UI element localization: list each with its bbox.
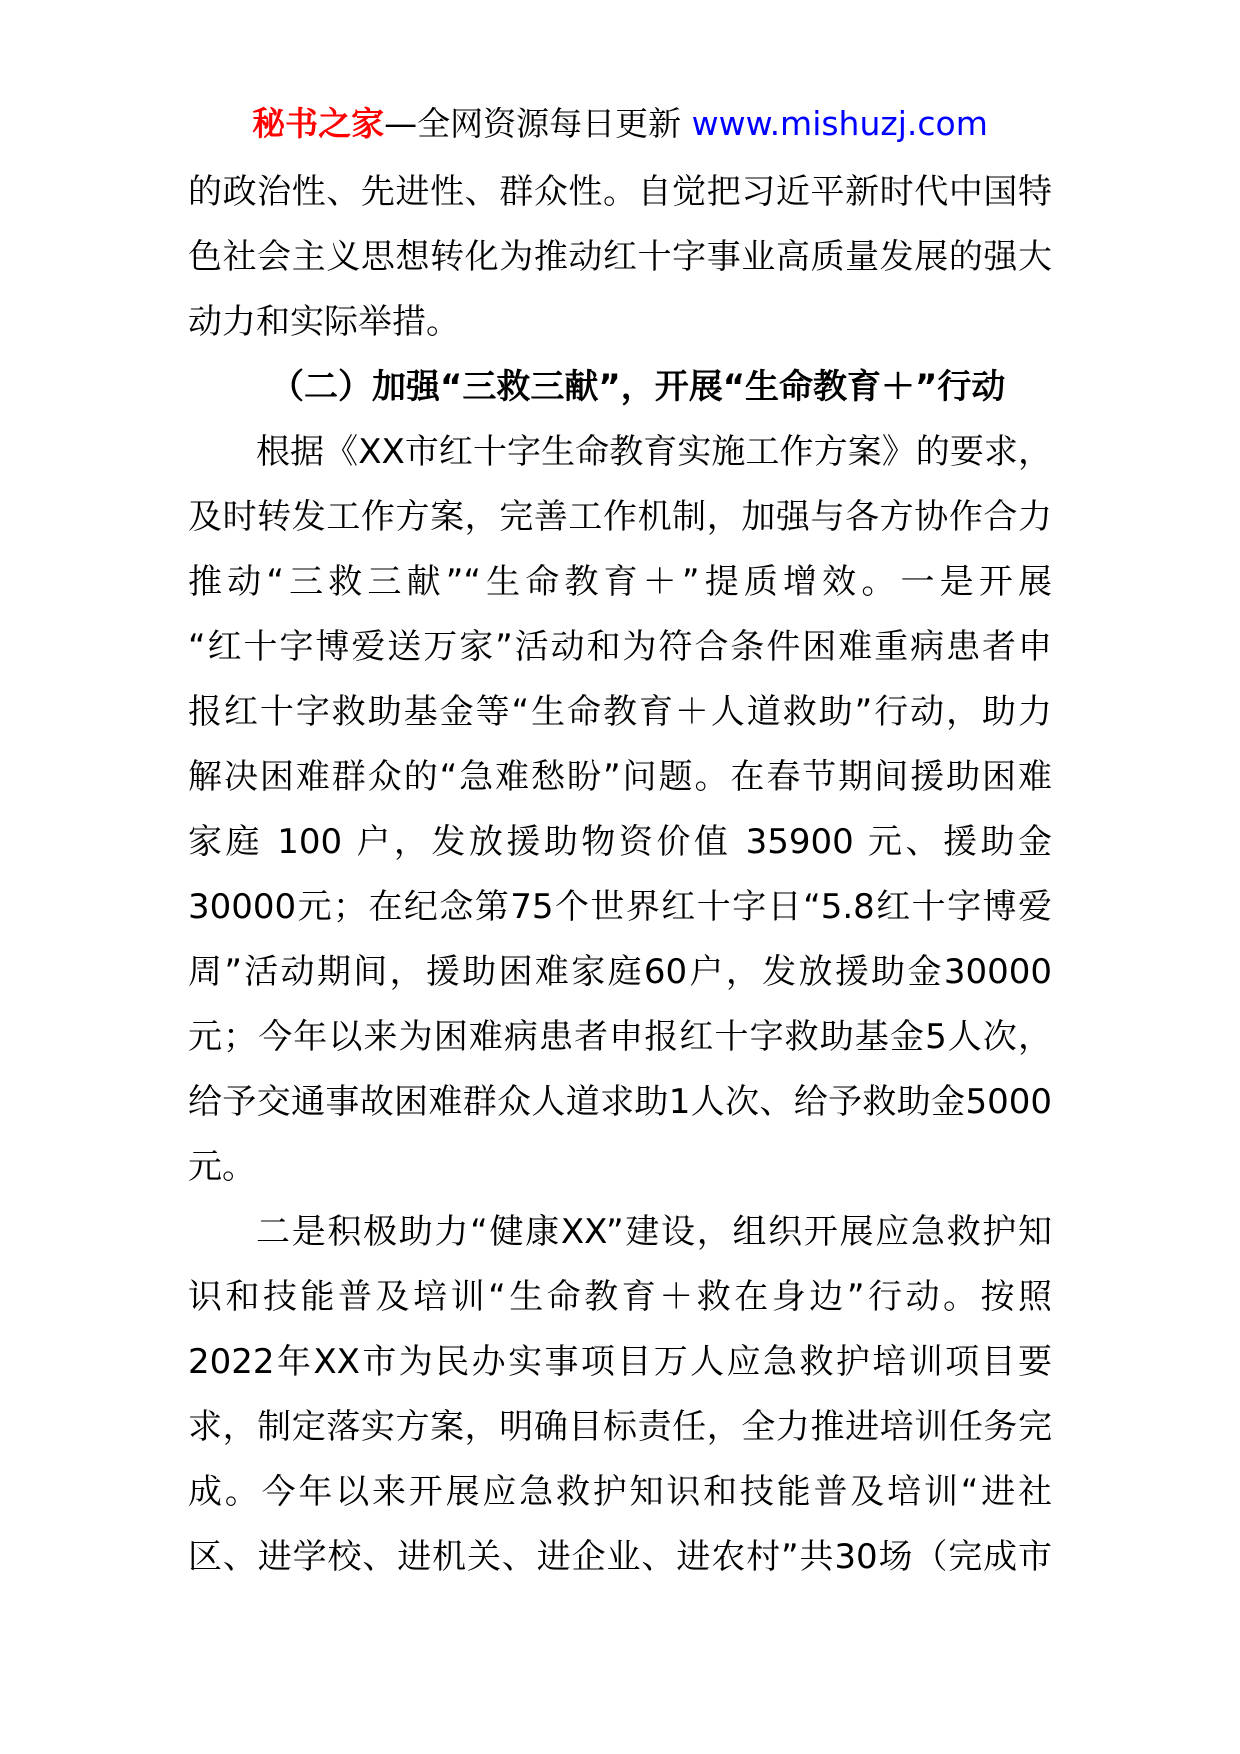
text-line: 区、进学校、进机关、进企业、进农村”共30场（完成市 [188,1537,1052,1577]
text-line: 动力和实际举措。 [188,302,460,342]
text-line: 成。今年以来开展应急救护知识和技能普及培训“进社 [188,1472,1052,1512]
text-line: 2022年XX市为民办实事项目万人应急救护培训项目要 [188,1342,1052,1382]
text-line: 元。 [188,1147,256,1187]
text-line: 推动“三救三献”“生命教育＋”提质增效。一是开展 [188,562,1052,602]
text-line: 求，制定落实方案，明确目标责任，全力推进培训任务完 [188,1407,1052,1447]
text-line: 30000元；在纪念第75个世界红十字日“5.8红十字博爱 [188,887,1052,927]
text-line: 给予交通事故困难群众人道求助1人次、给予救助金5000 [188,1082,1052,1122]
document-body [188,160,1052,1590]
site-url: www.mishuzj.com [691,104,988,143]
text-line: 二是积极助力“健康XX”建设，组织开展应急救护知 [256,1212,1052,1252]
text-line: 根据《XX市红十字生命教育实施工作方案》的要求， [256,432,1052,472]
text-line: 周”活动期间，援助困难家庭60户，发放援助金30000 [188,952,1052,992]
section-heading: （二）加强“三救三献”，开展“生命教育＋”行动 [270,367,1006,407]
text-line: 元；今年以来为困难病患者申报红十字救助基金5人次， [188,1017,1052,1057]
text-line: 报红十字救助基金等“生命教育＋人道救助”行动，助力 [188,692,1052,732]
text-line: 色社会主义思想转化为推动红十字事业高质量发展的强大 [188,237,1052,277]
text-line: 及时转发工作方案，完善工作机制，加强与各方协作合力 [188,497,1052,537]
header-tagline: —全网资源每日更新 [384,104,682,143]
page-header [0,102,1240,146]
text-line: “红十字博爱送万家”活动和为符合条件困难重病患者申 [188,627,1052,667]
text-line: 识和技能普及培训“生命教育＋救在身边”行动。按照 [188,1277,1052,1317]
text-line: 家庭 100 户，发放援助物资价值 35900 元、援助金 [188,822,1052,862]
brand-name: 秘书之家 [252,104,385,143]
text-line: 的政治性、先进性、群众性。自觉把习近平新时代中国特 [188,172,1052,212]
text-line: 解决困难群众的“急难愁盼”问题。在春节期间援助困难 [188,757,1052,797]
